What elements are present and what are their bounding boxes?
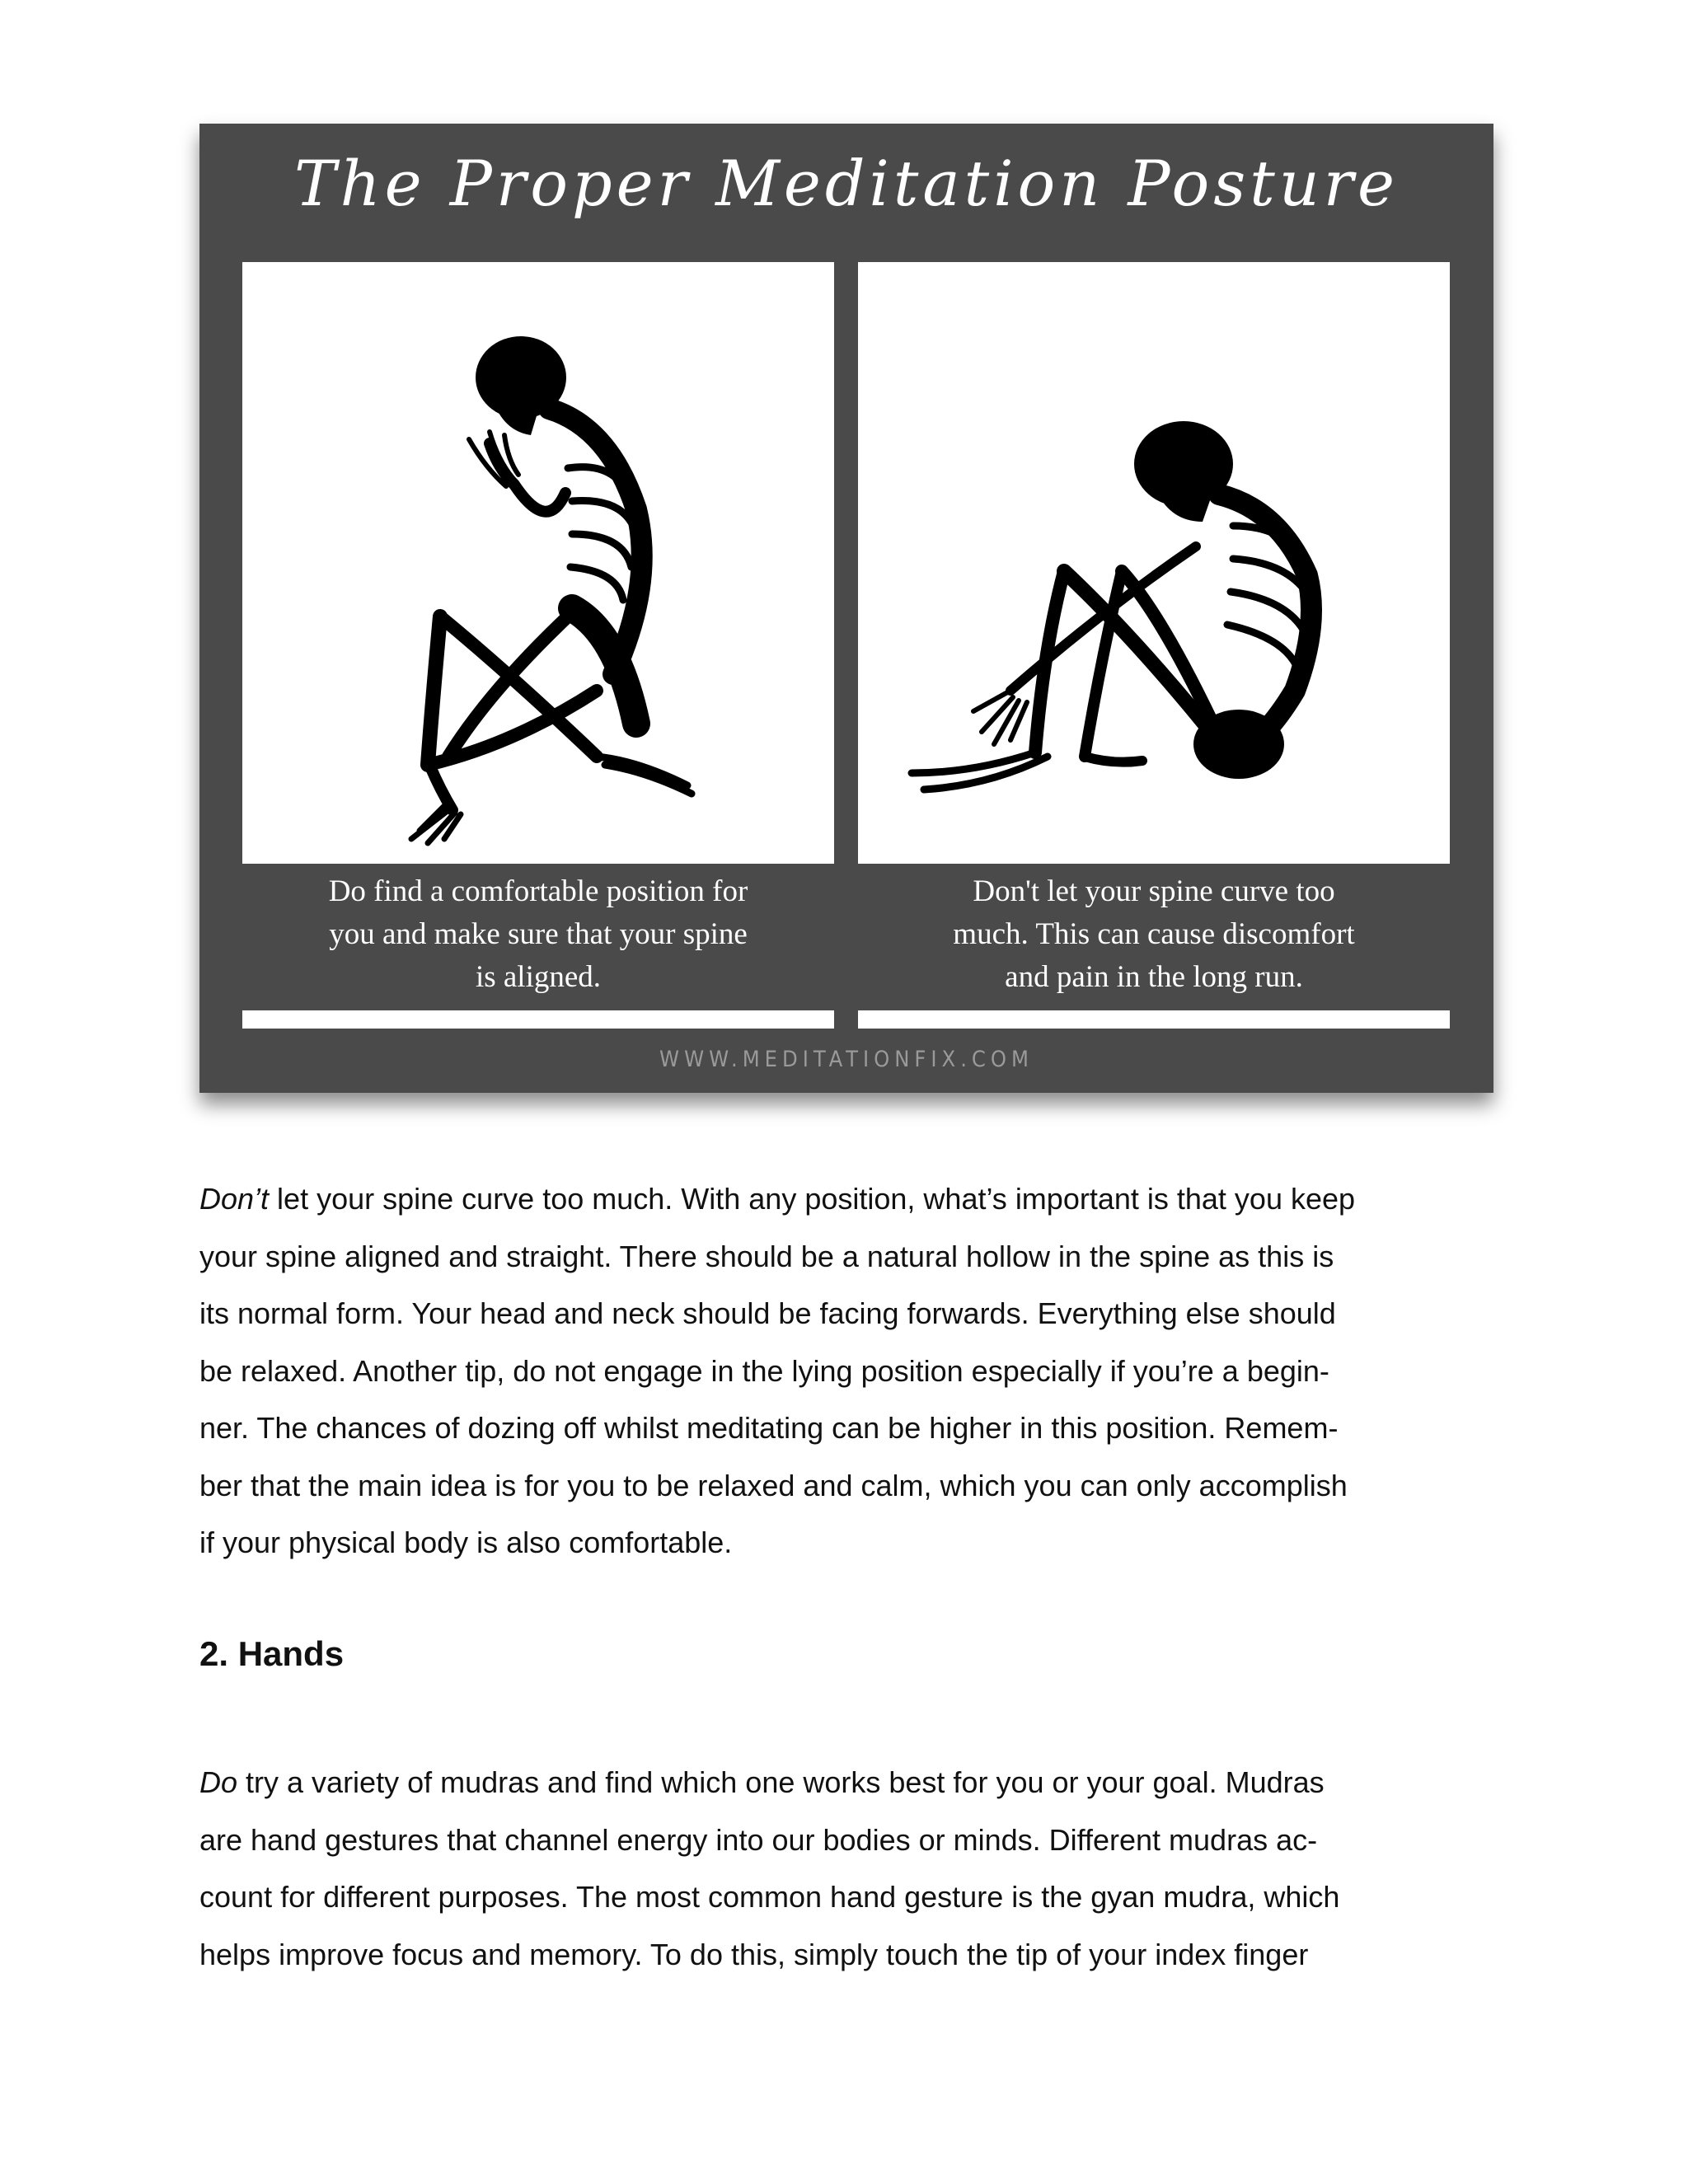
paragraph-line: your spine aligned and straight. There should be a natural hollow in the spine as this is (199, 1239, 1334, 1273)
paragraph-line (199, 1754, 1518, 1811)
spine-paragraph (199, 1170, 1518, 1572)
right-caption (858, 870, 1450, 999)
infographic-title: The Proper Meditation Posture (293, 147, 1400, 220)
emphasis-dont: Don’t (199, 1182, 270, 1216)
paragraph-text: let your spine curve too much. With any position, what’s important is that you keep (269, 1182, 1356, 1216)
upright-skeleton-illustration (242, 262, 834, 864)
right-caption-line: and pain in the long run. (1005, 960, 1303, 994)
right-caption-line: Don't let your spine curve too (973, 874, 1335, 908)
paragraph-line: ber that the main idea is for you to be relaxed and calm, which you can only accomplish (199, 1468, 1348, 1502)
left-caption-line: is aligned. (475, 960, 602, 994)
left-caption-divider (242, 1010, 834, 1029)
right-caption-line: much. This can cause discomfort (953, 917, 1355, 951)
paragraph-line (199, 1170, 1518, 1228)
paragraph-line: be relaxed. Another tip, do not engage in the lying position especially if you’re a begin- (199, 1353, 1329, 1388)
paragraph-line: count for different purposes. The most common hand gesture is the gyan mudra, which (199, 1880, 1340, 1914)
slouched-skeleton-illustration (858, 262, 1450, 864)
hands-paragraph (199, 1754, 1518, 1983)
slouched-skeleton-panel (858, 262, 1450, 864)
paragraph-line: ner. The chances of dozing off whilst meditating can be higher in this position. Remem- (199, 1411, 1339, 1445)
paragraph-line: its normal form. Your head and neck should be facing forwards. Everything else should (199, 1296, 1336, 1330)
paragraph-text: try a variety of mudras and find which one works best for you or your goal. Mudras (237, 1765, 1325, 1799)
left-caption (242, 870, 834, 999)
website-url: WWW.MEDITATIONFIX.COM (659, 1047, 1034, 1072)
paragraph-line: if your physical body is also comfortable. (199, 1526, 733, 1559)
paragraph-line: helps improve focus and memory. To do this, simply touch the tip of your index finger (199, 1937, 1309, 1971)
posture-infographic (199, 124, 1493, 1093)
paragraph-line: are hand gestures that channel energy into our bodies or minds. Different mudras ac- (199, 1822, 1318, 1857)
left-caption-line: you and make sure that your spine (329, 917, 748, 951)
emphasis-do: Do (199, 1765, 238, 1799)
right-caption-divider (858, 1010, 1450, 1029)
upright-skeleton-panel (242, 262, 834, 864)
left-caption-line: Do find a comfortable position for (328, 874, 748, 908)
section-heading-hands: 2. Hands (199, 1634, 345, 1673)
